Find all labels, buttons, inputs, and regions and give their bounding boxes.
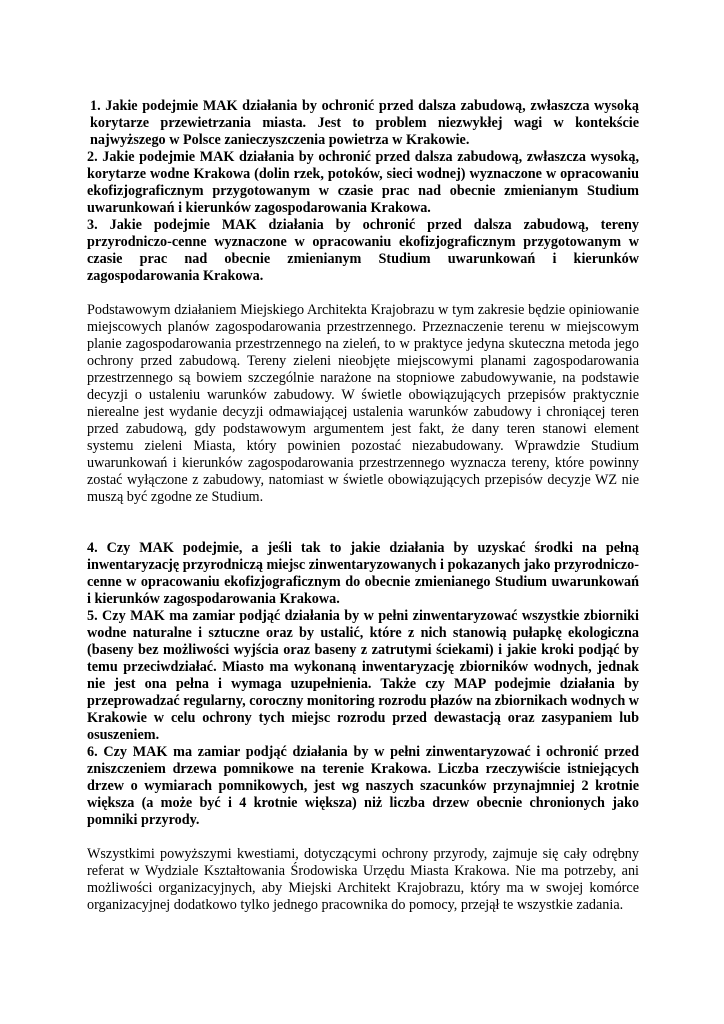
document-page	[87, 98, 639, 914]
question-3: 3. Jakie podejmie MAK działania by ochronić przed dalsza zabudową, tereny przyrodniczo-cenne wyznaczone w opracowaniu ekofizjograficznym przygotowanym w czasie prac nad obecnie zmienianym Studium uwarunkowań i kierunków zagospodarowania Krakowa.	[87, 217, 639, 284]
question-2: 2. Jakie podejmie MAK działania by ochronić przed dalsza zabudową, zwłaszcza wysoką, korytarze wodne Krakowa (dolin rzek, potoków, sieci wodnej) wyznaczone w opracowaniu ekofizjograficznym przygotowanym w czasie prac nad obecnie zmienianym Studium uwarunkowań i kierunków zagospodarowania Krakowa.	[87, 149, 639, 216]
question-5: 5. Czy MAK ma zamiar podjąć działania by w pełni zinwentaryzować wszystkie zbiorniki wodne naturalne i sztuczne oraz by ustalić, które z nich stanowią pułapkę ekologiczna (baseny bez możliwości wyjścia oraz baseny z zatrutymi ściekami) i jakie kroki podjąć by temu przeciwdziałać. Miasto ma wykonaną inwentaryzację zbiorników wodnych, jednak nie jest ona pełna i wymaga uzupełnienia. Także czy MAP podejmie działania by przeprowadzać regularny, coroczny monitoring rozrodu płazów na zbiornikach wodnych w Krakowie w celu ochrony tych miejsc rozrodu przed dewastacją oraz zasypaniem lub osuszeniem.	[87, 608, 640, 743]
question-6: 6. Czy MAK ma zamiar podjąć działania by w pełni zinwentaryzować i ochronić przed zniszczeniem drzewa pomnikowe na terenie Krakowa. Liczba rzeczywiście istniejących drzew o wymiarach pomnikowych, jest wg naszych szacunków przynajmniej 2 krotnie większa (a może być i 4 krotnie większa) niż liczba drzew obecnie chronionych jako pomniki przyrody.	[87, 744, 639, 828]
answer-paragraph-1: Podstawowym działaniem Miejskiego Architekta Krajobrazu w tym zakresie będzie opiniowanie miejscowych planów zagospodarowania przestrzennego. Przeznaczenie terenu w miejscowym planie zagospodarowania przestrzennego na zieleń, to w praktyce jedyna skuteczna metoda jego ochrony przed zabudową. Tereny zieleni nieobjęte miejscowymi planami zagospodarowania przestrzennego są bowiem szczególnie narażone na stopniowe zabudowywanie, na podstawie decyzji o ustaleniu warunków zabudowy. W świetle obowiązujących przepisów praktycznie nierealne jest wydanie decyzji odmawiającej ustalenia warunków zabudowy i chroniącej teren przed zabudową, gdy podstawowym argumentem jest fakt, że dany teren stanowi element systemu zieleni Miasta, który powinien pozostać niezabudowany. Wprawdzie Studium uwarunkowań i kierunków zagospodarowania przestrzennego wyznacza tereny, które powinny zostać wyłączone z zabudowy, natomiast w świetle obowiązujących przepisów decyzje WZ nie muszą być zgodne ze Studium.	[87, 302, 639, 505]
question-1: 1. Jakie podejmie MAK działania by ochronić przed dalsza zabudową, zwłaszcza wysoką korytarze przewietrzania miasta. Jest to problem niezwykłej wagi w kontekście najwyższego w Polsce zanieczyszczenia powietrza w Krakowie.	[90, 98, 639, 148]
question-4: 4. Czy MAK podejmie, a jeśli tak to jakie działania by uzyskać środki na pełną inwentaryzację przyrodniczą miejsc zinwentaryzowanych i pokazanych jako przyrodniczo-cenne w opracowaniu ekofizjograficznym do obecnie zmienianego Studium uwarunkowań i kierunków zagospodarowania Krakowa.	[87, 540, 639, 607]
answer-paragraph-2: Wszystkimi powyższymi kwestiami, dotyczącymi ochrony przyrody, zajmuje się cały odrębny referat w Wydziale Kształtowania Środowiska Urzędu Miasta Krakowa. Nie ma potrzeby, ani możliwości organizacyjnych, aby Miejski Architekt Krajobrazu, który ma w swojej komórce organizacyjnej dodatkowo tylko jednego pracownika do pomocy, przejął te wszystkie zadania.	[87, 846, 639, 913]
